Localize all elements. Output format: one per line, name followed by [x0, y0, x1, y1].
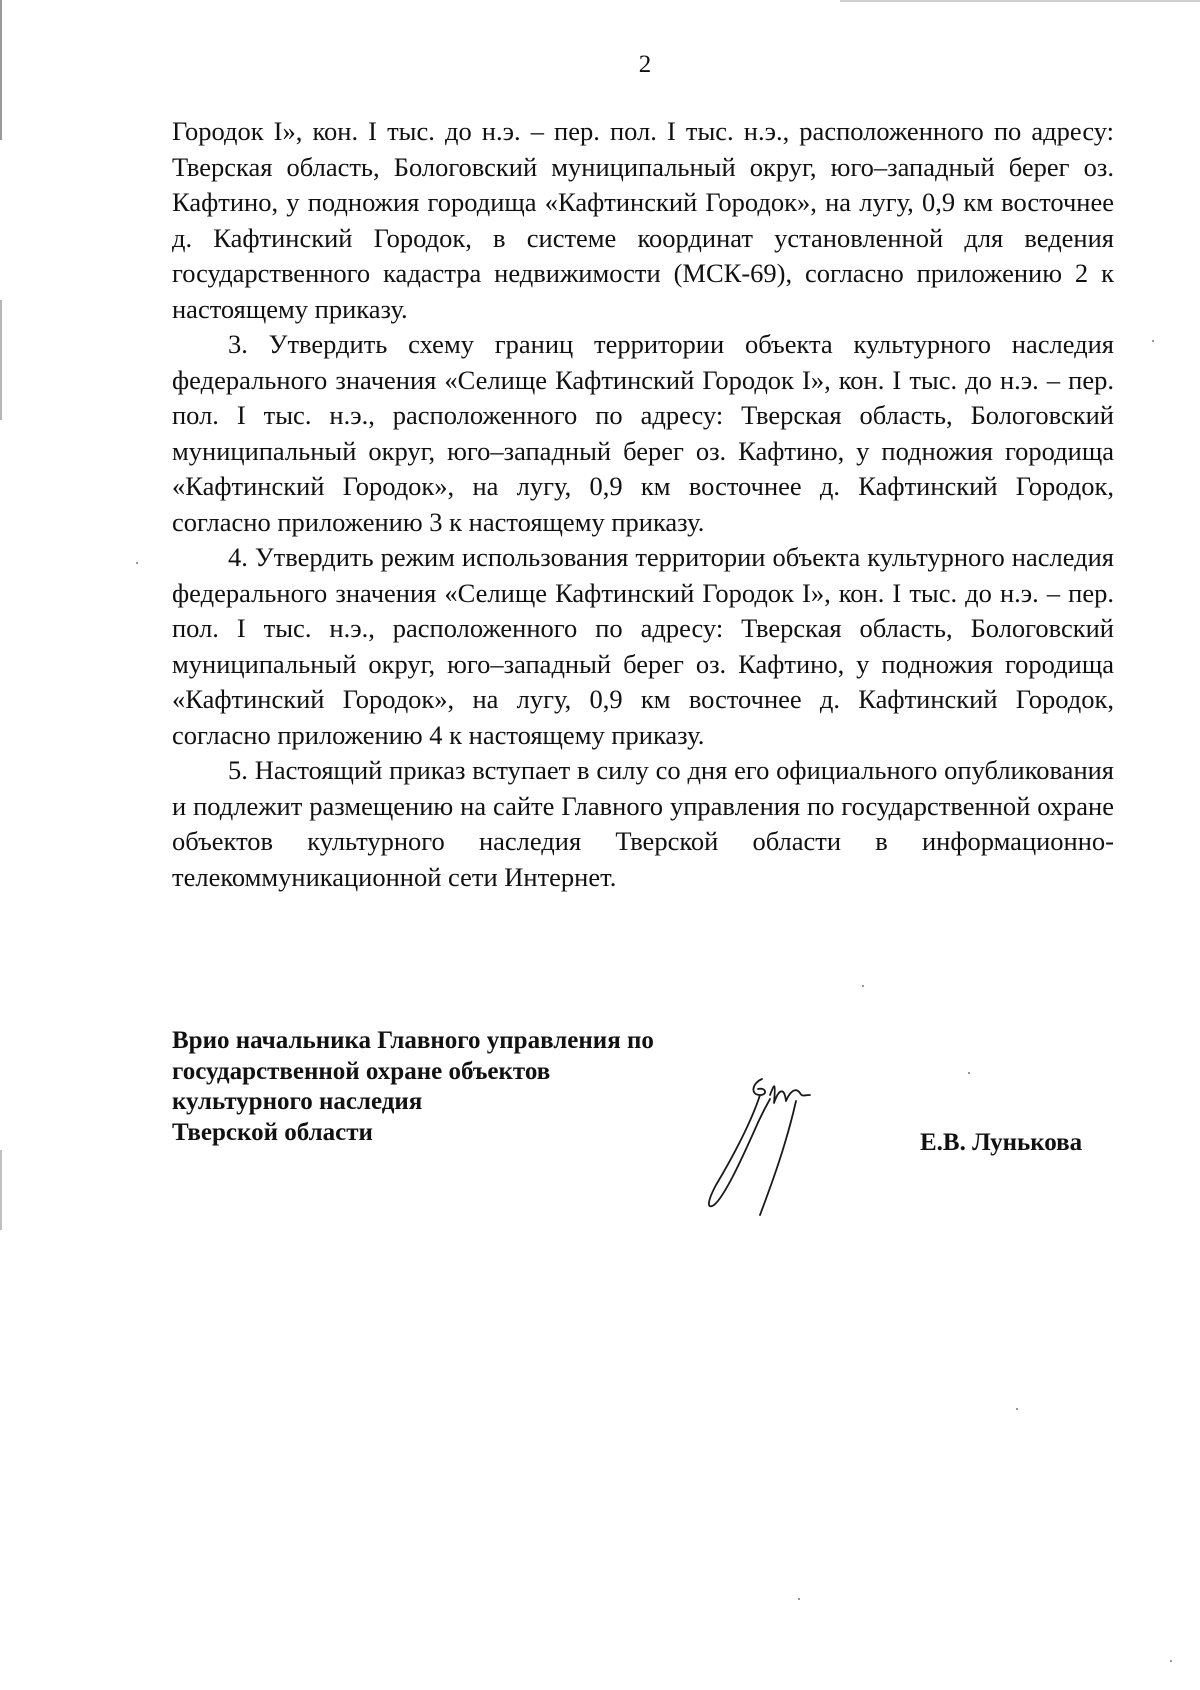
- scan-speck: [136, 562, 138, 564]
- page-number: 2: [638, 51, 652, 78]
- signer-name: Е.В. Лунькова: [920, 1129, 1083, 1156]
- signatory-title-line: государственной охране объектов: [172, 1057, 551, 1085]
- paragraph-item-4: 4. Утвердить режим использования территории объекта культурного наследия федерального значения «Селище Кафтинский Городок I», кон. I тыс. до н.э. – пер. пол. I тыс. н.э., расположенного по адресу: Тверская область, Бологовский муниципальный округ, юго–западный берег оз. Кафтино, у подножия городища «Кафтинский Городок», на лугу, 0,9 км восточнее д. Кафтинский Городок, согласно приложению 4 к настоящему приказу.: [172, 542, 1114, 750]
- signatory-title-line: Тверской области: [172, 1118, 373, 1146]
- handwritten-signature: [700, 1065, 870, 1225]
- scan-speck: [862, 985, 864, 987]
- signatory-title: [172, 1026, 772, 1148]
- signatory-title-line: Врио начальника Главного управления по: [172, 1027, 654, 1054]
- scan-speck: [798, 1598, 800, 1600]
- signatory-title-line: культурного наследия: [172, 1088, 423, 1115]
- scan-speck: [968, 1072, 970, 1074]
- scan-speck: [1016, 1408, 1018, 1410]
- document-body: [172, 114, 1114, 895]
- scan-speck: [1152, 340, 1154, 342]
- scan-edge-top: [840, 0, 1200, 2]
- scan-edge-left: [0, 0, 2, 1690]
- paragraph-continuation: Городок I», кон. I тыс. до н.э. – пер. пол. I тыс. н.э., расположенного по адресу: Тверская область, Бологовский муниципальный округ, юго–западный берег оз. Кафтино, у подножия городища «Кафтинский Городок», на лугу, 0,9 км восточнее д. Кафтинский Городок, в системе координат установленной для ведения государственного кадастра недвижимости (МСК-69), согласно приложению 2 к настоящему приказу.: [172, 116, 1114, 324]
- paragraph-item-5: 5. Настоящий приказ вступает в силу со дня его официального опубликования и подлежит размещению на сайте Главного управления по государственной охране объектов культурного наследия Тверской области в информационно-телекоммуникационной сети Интернет.: [172, 755, 1114, 892]
- scan-speck: [1170, 1660, 1172, 1662]
- paragraph-item-3: 3. Утвердить схему границ территории объекта культурного наследия федерального значения «Селище Кафтинский Городок I», кон. I тыс. до н.э. – пер. пол. I тыс. н.э., расположенного по адресу: Тверская область, Бологовский муниципальный округ, юго–западный берег оз. Кафтино, у подножия городища «Кафтинский Городок», на лугу, 0,9 км восточнее д. Кафтинский Городок, согласно приложению 3 к настоящему приказу.: [172, 329, 1114, 537]
